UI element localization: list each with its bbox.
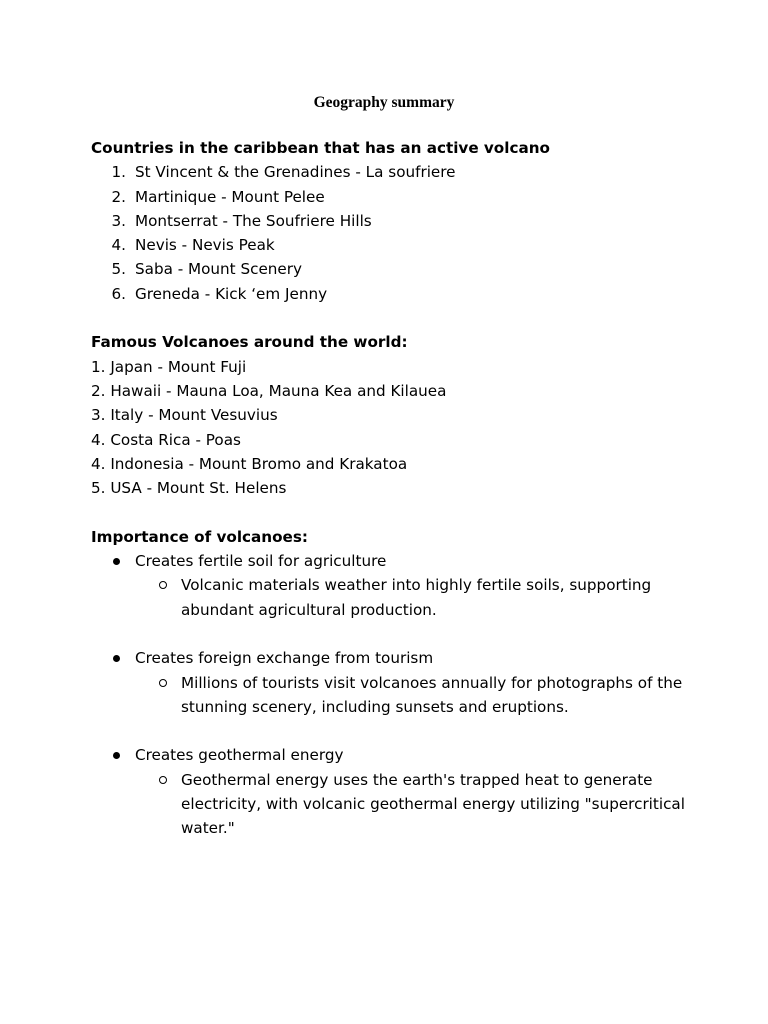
bullet-dot-icon — [113, 655, 120, 662]
section-heading-famous-volcanoes: Famous Volcanoes around the world: — [91, 333, 408, 352]
list-item — [91, 282, 711, 306]
list-number: 2. — [111, 187, 126, 206]
list-item — [91, 233, 711, 257]
famous-volcano-list — [91, 355, 711, 501]
sub-bullet-item — [135, 768, 711, 841]
sub-bullet-text: Millions of tourists visit volcanoes annually for photographs of the stunning scenery, including sunsets and eruptions. — [181, 673, 683, 716]
sub-bullet-text: Volcanic materials weather into highly fertile soils, supporting abundant agricultural production. — [181, 576, 652, 619]
spacer — [91, 306, 711, 330]
list-item — [91, 209, 711, 233]
list-item-text: Nevis - Nevis Peak — [135, 236, 275, 255]
caribbean-volcano-list — [91, 160, 711, 306]
section-heading-importance: Importance of volcanoes: — [91, 527, 308, 546]
hollow-circle-icon — [159, 776, 167, 784]
bullet-text: Creates fertile soil for agriculture — [135, 552, 387, 571]
list-item-text: Montserrat - The Soufriere Hills — [135, 211, 372, 230]
page-title: Geography summary — [313, 94, 455, 111]
sub-list — [135, 671, 711, 720]
sub-bullet-item — [135, 573, 711, 622]
bullet-gap — [91, 622, 711, 646]
importance-list — [91, 549, 711, 841]
list-item: 1. Japan - Mount Fuji — [91, 357, 247, 376]
section-heading-caribbean: Countries in the caribbean that has an active volcano — [91, 139, 550, 157]
list-item — [91, 257, 711, 281]
bullet-item — [91, 549, 711, 622]
sub-bullet-item — [135, 671, 711, 720]
list-item: 4. Costa Rica - Poas — [91, 430, 241, 449]
list-item-text: Greneda - Kick ‘em Jenny — [135, 284, 328, 303]
bullet-text: Creates geothermal energy — [135, 746, 344, 765]
list-item-text: St Vincent & the Grenadines - La soufriere — [135, 163, 456, 182]
list-number: 4. — [111, 236, 126, 255]
spacer — [91, 500, 711, 524]
bullet-item — [91, 743, 711, 840]
list-number: 3. — [111, 211, 126, 230]
list-number: 6. — [111, 284, 126, 303]
bullet-dot-icon — [113, 752, 120, 759]
list-item: 2. Hawaii - Mauna Loa, Mauna Kea and Kilauea — [91, 381, 447, 400]
bullet-dot-icon — [113, 558, 120, 565]
sub-list — [135, 573, 711, 622]
sub-bullet-text: Geothermal energy uses the earth's trapped heat to generate electricity, with volcanic geothermal energy utilizing "supercritical water." — [181, 770, 685, 838]
list-item: 4. Indonesia - Mount Bromo and Krakatoa — [91, 454, 408, 473]
list-item: 5. USA - Mount St. Helens — [91, 479, 287, 498]
list-item — [91, 160, 711, 184]
list-item-text: Saba - Mount Scenery — [135, 260, 302, 279]
bullet-item — [91, 646, 711, 719]
list-number: 5. — [111, 260, 126, 279]
bullet-gap — [91, 719, 711, 743]
hollow-circle-icon — [159, 581, 167, 589]
bullet-text: Creates foreign exchange from tourism — [135, 649, 434, 668]
sub-list — [135, 768, 711, 841]
list-item-text: Martinique - Mount Pelee — [135, 187, 325, 206]
list-item — [91, 185, 711, 209]
hollow-circle-icon — [159, 679, 167, 687]
list-item: 3. Italy - Mount Vesuvius — [91, 406, 278, 425]
document-body — [91, 136, 711, 841]
list-number: 1. — [111, 163, 126, 182]
